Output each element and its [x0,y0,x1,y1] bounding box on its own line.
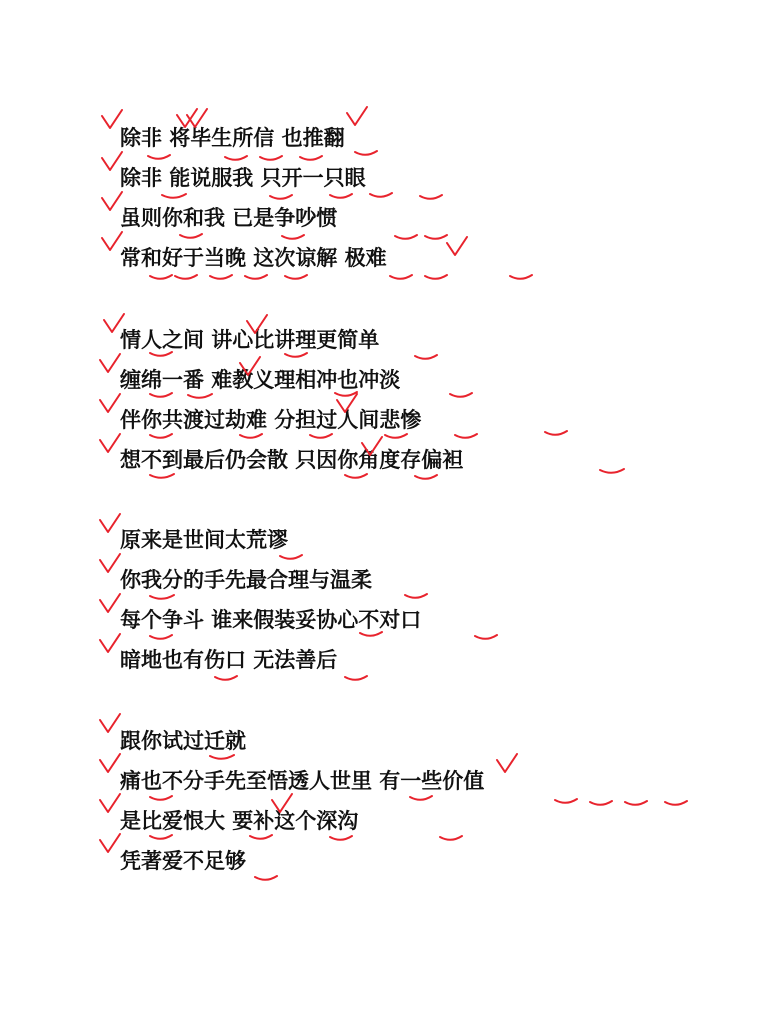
underline-mark [345,676,367,680]
checkmark-icon [187,109,207,127]
checkmark-icon [240,357,260,375]
underline-mark [330,836,352,840]
lyric-line: 常和好于当晚 这次谅解 极难 [120,245,387,270]
underline-mark [300,156,322,160]
checkmark-icon [100,514,120,532]
underline-mark [180,234,202,238]
underline-mark [625,801,647,805]
checkmark-icon [100,794,120,812]
underline-mark [415,475,437,479]
underline-mark [450,393,472,397]
underline-mark [425,235,447,239]
underline-mark [310,434,332,438]
lyric-line: 是比爱恨大 要补这个深沟 [120,808,359,833]
underline-mark [415,355,437,359]
checkmark-icon [102,110,122,128]
checkmark-icon [102,232,122,250]
underline-mark [555,799,577,803]
underline-mark [385,434,407,438]
underline-mark [150,393,172,397]
checkmark-icon [100,554,120,572]
underline-mark [270,195,292,199]
checkmark-icon [362,437,382,455]
underline-mark [150,434,172,438]
lyric-line: 痛也不分手先至悟透人世里 有一些价值 [120,768,485,793]
lyric-line: 缠绵一番 难教义理相冲也冲淡 [120,367,401,392]
underline-mark [188,394,212,398]
underline-mark [395,235,417,239]
underline-mark [210,275,232,279]
underline-mark [335,392,357,396]
checkmark-icon [100,594,120,612]
lyric-line: 虽则你和我 已是争吵惯 [120,205,338,230]
checkmark-icon [100,754,120,772]
underline-mark [590,801,612,805]
underline-mark [150,352,172,356]
lyric-line: 除非 将毕生所信 也推翻 [120,125,345,150]
underline-mark [510,275,532,279]
lyric-line: 想不到最后仍会散 只因你角度存偏袒 [120,447,464,472]
checkmark-icon [104,314,124,332]
underline-mark [600,469,624,473]
underline-mark [405,594,427,598]
checkmark-icon [247,315,267,333]
underline-mark [245,275,267,279]
checkmark-icon [100,434,120,452]
underline-mark [225,156,247,160]
underline-mark [440,836,462,840]
checkmark-icon [102,152,122,170]
underline-mark [410,796,432,800]
underline-mark [425,275,447,279]
checkmark-icon [337,394,357,412]
lyric-line: 除非 能说服我 只开一只眼 [120,165,366,190]
underline-mark [148,155,170,159]
underline-mark [150,835,172,839]
underline-mark [240,434,262,438]
underline-mark [175,275,197,279]
lyric-line: 情人之间 讲心比讲理更简单 [120,327,380,352]
checkmark-icon [447,237,467,255]
underline-mark [162,194,186,198]
checkmark-icon [100,834,120,852]
underline-mark [285,275,307,279]
underline-mark [150,796,172,800]
lyric-line: 你我分的手先最合理与温柔 [120,567,372,592]
underline-mark [260,156,282,160]
underline-mark [355,151,377,155]
underline-mark [285,353,307,357]
underline-mark [150,635,172,639]
underline-mark [665,801,687,805]
lyric-line: 原来是世间太荒谬 [120,527,288,552]
checkmark-icon [100,394,120,412]
underline-mark [455,434,477,438]
underline-mark [280,555,302,559]
underline-mark [255,876,277,880]
checkmark-icon [347,107,367,125]
lyric-line: 跟你试过迁就 [120,728,246,753]
underline-mark [370,193,392,197]
checkmark-icon [497,754,517,772]
underline-mark [345,474,367,478]
lyric-line: 暗地也有伤口 无法善后 [120,647,338,672]
underline-mark [420,195,442,199]
underline-mark [475,635,497,639]
checkmark-icon [100,634,120,652]
underline-mark [545,431,567,435]
underline-mark [210,755,234,759]
lyric-line: 凭著爱不足够 [120,848,246,873]
underline-mark [282,235,304,239]
lyric-line: 伴你共渡过劫难 分担过人间悲惨 [120,407,422,432]
underline-mark [250,835,272,839]
underline-mark [150,474,174,478]
underline-mark [390,275,412,279]
underline-mark [150,275,172,279]
underline-mark [360,632,382,636]
underline-mark [150,595,174,599]
checkmark-icon [272,794,292,812]
underline-mark [215,676,237,680]
checkmark-icon [102,192,122,210]
underline-mark [330,194,352,198]
lyric-line: 每个争斗 谁来假装妥协心不对口 [120,607,422,632]
checkmark-icon [100,714,120,732]
checkmark-icon [100,354,120,372]
